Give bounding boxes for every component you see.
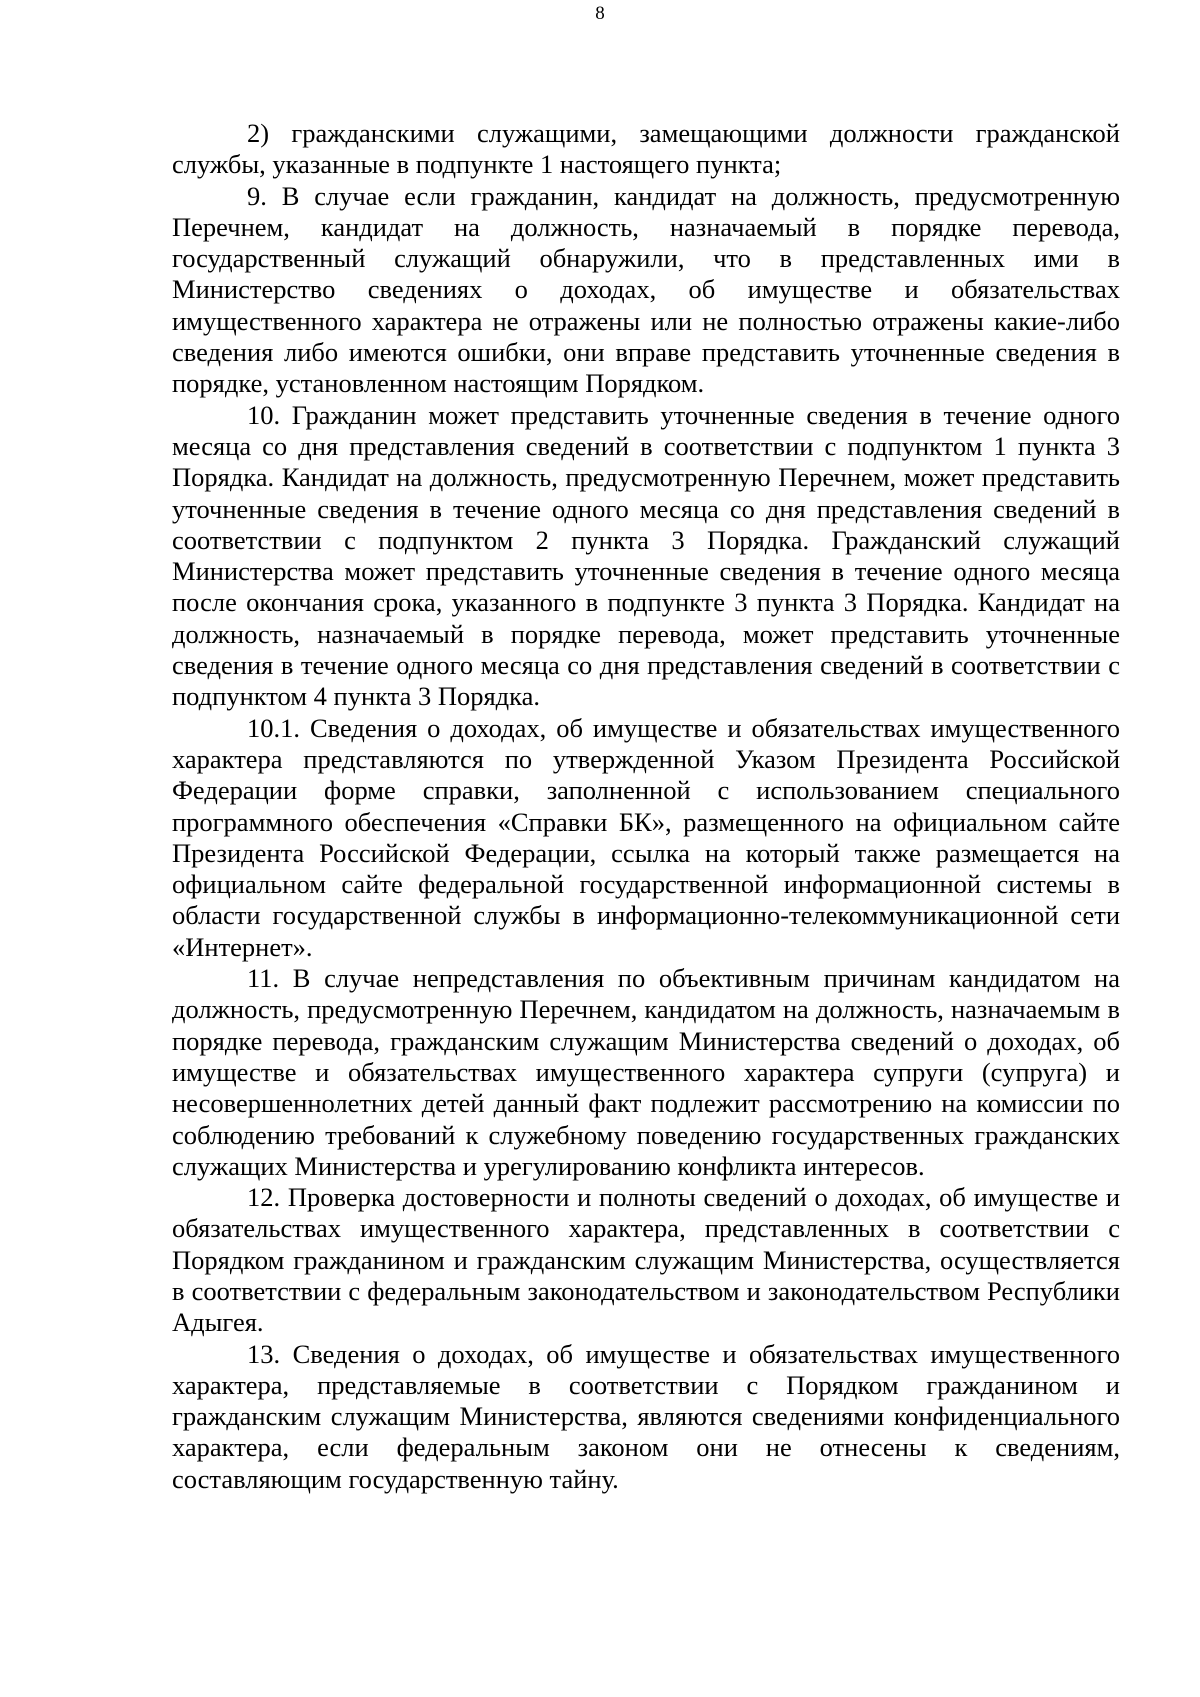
document-body: [172, 118, 1120, 1495]
paragraph-10: 10. Гражданин может представить уточненные сведения в течение одного месяца со дня представления сведений в соответствии с подпунктом 1 пункта 3 Порядка. Кандидат на должность, предусмотренную Перечнем, может представить уточненные сведения в течение одного месяца со дня представления сведений в соответствии с подпунктом 2 пункта 3 Порядка. Гражданский служащий Министерства может представить уточненные сведения в течение одного месяца после окончания срока, указанного в подпункте 3 пункта 3 Порядка. Кандидат на должность, назначаемый в порядке перевода, может представить уточненные сведения в течение одного месяца со дня представления сведений в соответствии с подпунктом 4 пункта 3 Порядка.: [172, 399, 1120, 712]
page-number: 8: [595, 3, 605, 24]
paragraph-12: 12. Проверка достоверности и полноты сведений о доходах, об имуществе и обязательствах имущественного характера, представленных в соответствии с Порядком гражданином и гражданским служащим Министерства, осуществляется в соответствии с федеральным законодательством и законодательством Республики Адыгея.: [172, 1182, 1120, 1338]
paragraph-11: 11. В случае непредставления по объективным причинам кандидатом на должность, предусмотренную Перечнем, кандидатом на должность, назначаемым в порядке перевода, гражданским служащим Министерства сведений о доходах, об имуществе и обязательствах имущественного характера супруги (супруга) и несовершеннолетних детей данный факт подлежит рассмотрению на комиссии по соблюдению требований к служебному поведению государственных гражданских служащих Министерства и урегулированию конфликта интересов.: [172, 963, 1120, 1181]
paragraph-10-1: 10.1. Сведения о доходах, об имуществе и обязательствах имущественного характера представляются по утвержденной Указом Президента Российской Федерации форме справки, заполненной с использованием специального программного обеспечения «Справки БК», размещенного на официальном сайте Президента Российской Федерации, ссылка на который также размещается на официальном сайте федеральной государственной информационной системы в области государственной службы в информационно-телекоммуникационной сети «Интернет».: [172, 712, 1120, 962]
paragraph-13: 13. Сведения о доходах, об имуществе и обязательствах имущественного характера, представляемые в соответствии с Порядком гражданином и гражданским служащим Министерства, являются сведениями конфиденциального характера, если федеральным законом они не отнесены к сведениям, составляющим государственную тайну.: [172, 1338, 1120, 1494]
paragraph-9: 9. В случае если гражданин, кандидат на должность, предусмотренную Перечнем, кандидат на должность, назначаемый в порядке перевода, государственный служащий обнаружили, что в представленных ими в Министерство сведениях о доходах, об имуществе и обязательствах имущественного характера не отражены или не полностью отражены какие-либо сведения либо имеются ошибки, они вправе представить уточненные сведения в порядке, установленном настоящим Порядком.: [172, 180, 1120, 399]
paragraph-subitem-2: 2) гражданскими служащими, замещающими должности гражданской службы, указанные в подпункте 1 настоящего пункта;: [172, 118, 1120, 180]
